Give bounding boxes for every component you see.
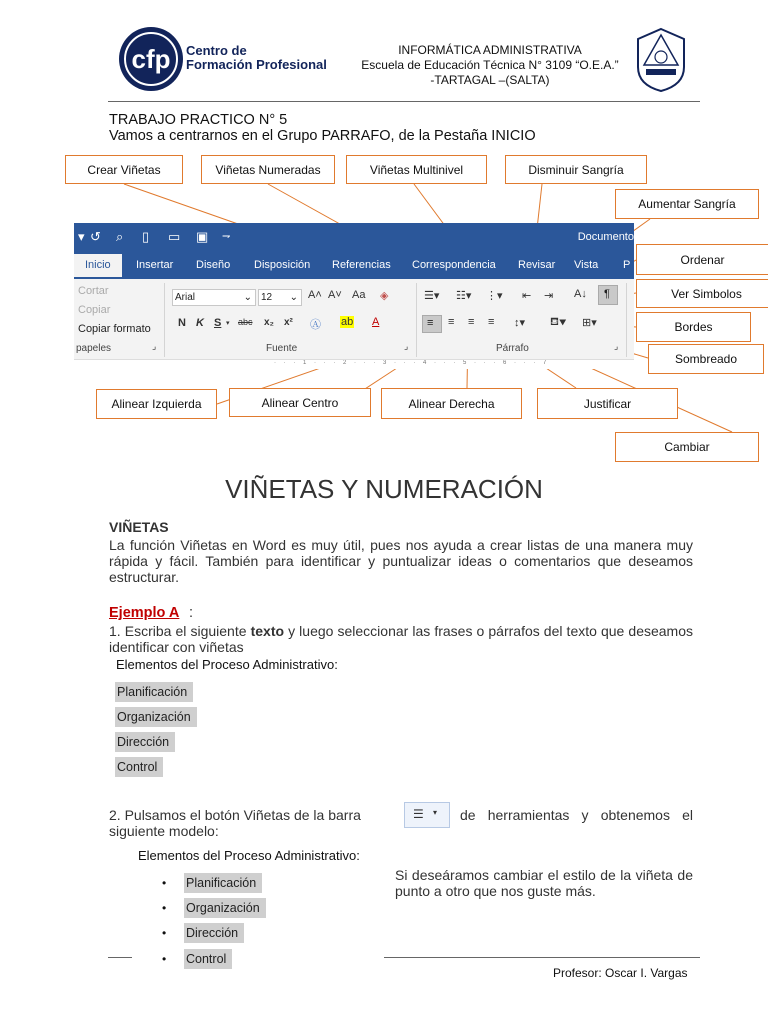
highlight-icon[interactable]: ab (341, 316, 354, 328)
section-subtitle: VIÑETAS (109, 519, 169, 535)
align-left-button[interactable] (422, 315, 442, 333)
side-note: Si deseáramos cambiar el estilo de la viñeta de punto a otro que nos guste más. (395, 867, 693, 899)
chevron-down-icon: ⌄ (243, 292, 252, 303)
tab-revisar[interactable]: Revisar (518, 259, 556, 271)
chevron-down-icon: ▾ (433, 808, 438, 817)
subscript-icon[interactable]: x₂ (264, 317, 275, 328)
multilevel-list-icon[interactable]: ⋮▾ (486, 290, 503, 302)
bulleted-item: Dirección (184, 923, 244, 943)
clipboard-launcher-icon[interactable]: ⌟ (152, 341, 157, 351)
align-right-icon[interactable]: ≡ (468, 316, 475, 328)
line-spacing-icon[interactable]: ↕▾ (514, 317, 526, 329)
step1-pre: 1. Escriba el siguiente (109, 623, 251, 639)
word-ribbon (74, 223, 634, 369)
callout-vinetas-numeradas: Viñetas Numeradas (201, 155, 335, 184)
bullet-icon: • (162, 876, 167, 890)
list-item: Control (115, 757, 163, 777)
footer-rule (108, 957, 132, 958)
page-title: VIÑETAS Y NUMERACIÓN (225, 474, 543, 504)
header-rule (108, 101, 700, 102)
paragraph-launcher-icon[interactable]: ⌟ (614, 341, 619, 351)
tab-more[interactable]: P (623, 259, 631, 271)
underline-icon[interactable]: S (214, 317, 222, 329)
callout-bordes: Bordes (636, 312, 751, 342)
callout-crear-vinetas: Crear Viñetas (65, 155, 183, 184)
text-effects-icon[interactable]: Ⓐ (310, 319, 321, 331)
callout-sombreado: Sombreado (648, 344, 764, 374)
callout-ver-simbolos: Ver Simbolos (636, 279, 768, 308)
list-item: Organización (115, 707, 197, 727)
bulleted-item: Planificación (184, 873, 262, 893)
tab-diseno[interactable]: Diseño (196, 259, 231, 271)
tab-insertar[interactable]: Insertar (136, 259, 174, 271)
tab-referencias[interactable]: Referencias (332, 259, 391, 271)
footer-rule (384, 957, 700, 958)
paragraph-group-label: Párrafo (496, 343, 529, 354)
italic-icon[interactable]: K (196, 317, 204, 329)
customize-icon[interactable]: ⇁ (222, 231, 231, 242)
font-launcher-icon[interactable]: ⌟ (404, 341, 409, 351)
callout-alinear-centro: Alinear Centro (229, 388, 371, 417)
tab-vista[interactable]: Vista (574, 259, 599, 271)
pilcrow-icon: ¶ (604, 288, 610, 300)
shrink-font-icon[interactable]: A˅ (328, 289, 342, 301)
clipboard-group-label: papeles (76, 343, 112, 354)
tp-subtitle: Vamos a centrarnos en el Grupo PARRAFO, de la Pestaña INICIO (109, 128, 536, 144)
ribbon-body (74, 279, 634, 359)
step1-post: y luego seleccionar las frases o párrafos del texto que deseamos identificar con viñetas (109, 623, 693, 655)
align-center-icon[interactable]: ≡ (448, 316, 455, 328)
bold-icon[interactable]: N (178, 317, 186, 329)
sort-icon[interactable]: A↓ (574, 288, 587, 300)
qa-menu-icon[interactable]: ▾ (78, 229, 85, 244)
print-preview-icon[interactable]: ⌕ (116, 229, 124, 244)
increase-indent-icon[interactable]: ⇥ (544, 290, 554, 302)
clear-format-icon[interactable]: ◈ (380, 290, 389, 302)
list-item: Planificación (115, 682, 193, 702)
borders-icon[interactable]: ⊞▾ (582, 317, 597, 329)
step2-pre: 2. Pulsamos el botón Viñetas de la barra (109, 807, 361, 823)
list-item: Dirección (115, 732, 175, 752)
bullet-icon: • (162, 926, 167, 940)
callout-cambiar: Cambiar (615, 432, 759, 462)
align-left-icon: ≡ (427, 317, 434, 329)
cut-button[interactable]: Cortar (78, 285, 109, 297)
logo-line2: Formación Profesional (186, 57, 327, 72)
change-case-icon[interactable]: Aa (352, 289, 366, 301)
oea-seal (634, 27, 688, 93)
separator (626, 283, 627, 357)
undo-icon[interactable]: ↺ (90, 229, 101, 244)
header-line3: -TARTAGAL –(SALTA) (430, 73, 550, 87)
svg-text:cfp: cfp (131, 44, 171, 74)
list-caption: Elementos del Proceso Administrativo: (116, 657, 338, 672)
font-name-value: Arial (175, 292, 196, 303)
show-marks-button[interactable] (598, 285, 618, 305)
new-doc-icon[interactable]: ▯ (142, 229, 150, 244)
tp-title: TRABAJO PRACTICO N° 5 (109, 112, 288, 128)
example-colon: : (189, 605, 194, 621)
callout-alinear-izquierda: Alinear Izquierda (96, 389, 217, 419)
separator (164, 283, 165, 357)
tab-correspondencia[interactable]: Correspondencia (412, 259, 496, 271)
step1-paragraph (109, 623, 693, 655)
logo-text (186, 44, 327, 72)
quick-print-icon[interactable]: ▣ (196, 229, 209, 244)
list-caption-2: Elementos del Proceso Administrativo: (138, 848, 360, 863)
professor-name: Profesor: Oscar I. Vargas (553, 966, 688, 980)
bullet-icon: • (162, 901, 167, 915)
numbering-icon[interactable]: ☷▾ (456, 290, 472, 302)
bulleted-item: Organización (184, 898, 266, 918)
logo-line1: Centro de (186, 43, 247, 58)
header-line1: INFORMÁTICA ADMINISTRATIVA (398, 43, 582, 57)
chevron-down-icon[interactable]: ▾ (226, 320, 230, 327)
shading-icon[interactable]: ⛾▾ (550, 316, 567, 328)
font-size-value: 12 (261, 292, 273, 303)
ruler: · · · 1 · · · 2 · · · 3 · · · 4 · · · 5 · · · 6 · · · 7 (74, 359, 634, 369)
callout-justificar: Justificar (537, 388, 678, 419)
chevron-down-icon: ⌄ (289, 292, 298, 303)
font-size-select[interactable] (258, 289, 302, 306)
ribbon-tabs (74, 253, 634, 279)
bullet-icon: • (162, 952, 167, 966)
bullets-icon: ☰ (413, 807, 424, 821)
grow-font-icon[interactable]: A˄ (308, 289, 322, 301)
ribbon-titlebar (74, 223, 634, 253)
callout-alinear-derecha: Alinear Derecha (381, 388, 522, 419)
header-title (340, 43, 640, 88)
callout-disminuir-sangria: Disminuir Sangría (505, 155, 647, 184)
callout-vinetas-multinivel: Viñetas Multinivel (346, 155, 487, 184)
intro (109, 112, 536, 144)
tab-disposicion[interactable]: Disposición (254, 259, 311, 271)
font-color-icon[interactable]: A (372, 316, 380, 328)
strikethrough-icon[interactable]: abc (238, 317, 253, 327)
copy-button[interactable]: Copiar (78, 304, 111, 316)
callout-ordenar: Ordenar (636, 244, 768, 275)
step1-bold: texto (250, 623, 285, 639)
step2-post: de herramientas y obtenemos el siguiente modelo: (109, 807, 693, 839)
separator (416, 283, 417, 357)
decrease-indent-icon[interactable]: ⇤ (522, 290, 532, 302)
intro-paragraph: La función Viñetas en Word es muy útil, pues nos ayuda a crear listas de una manera muy rápida y fácil. También para identificar y puntualizar ideas o comentarios que deseamos estructurar. (109, 537, 693, 585)
justify-icon[interactable]: ≡ (488, 316, 495, 328)
font-name-select[interactable] (172, 289, 256, 306)
doc-title: Documento (577, 231, 634, 243)
bulleted-item: Control (184, 949, 232, 969)
example-label: Ejemplo A (109, 605, 180, 621)
format-painter-button[interactable]: Copiar formato (78, 323, 151, 335)
bullets-icon[interactable]: ☰▾ (424, 290, 440, 302)
callout-aumentar-sangria: Aumentar Sangría (615, 189, 759, 219)
superscript-icon[interactable]: x² (284, 317, 293, 328)
tab-inicio[interactable]: Inicio (74, 254, 122, 277)
open-folder-icon[interactable]: ▭ (168, 229, 181, 244)
header-line2: Escuela de Educación Técnica N° 3109 “O.E.A.” (361, 58, 619, 72)
font-group-label: Fuente (266, 343, 298, 354)
